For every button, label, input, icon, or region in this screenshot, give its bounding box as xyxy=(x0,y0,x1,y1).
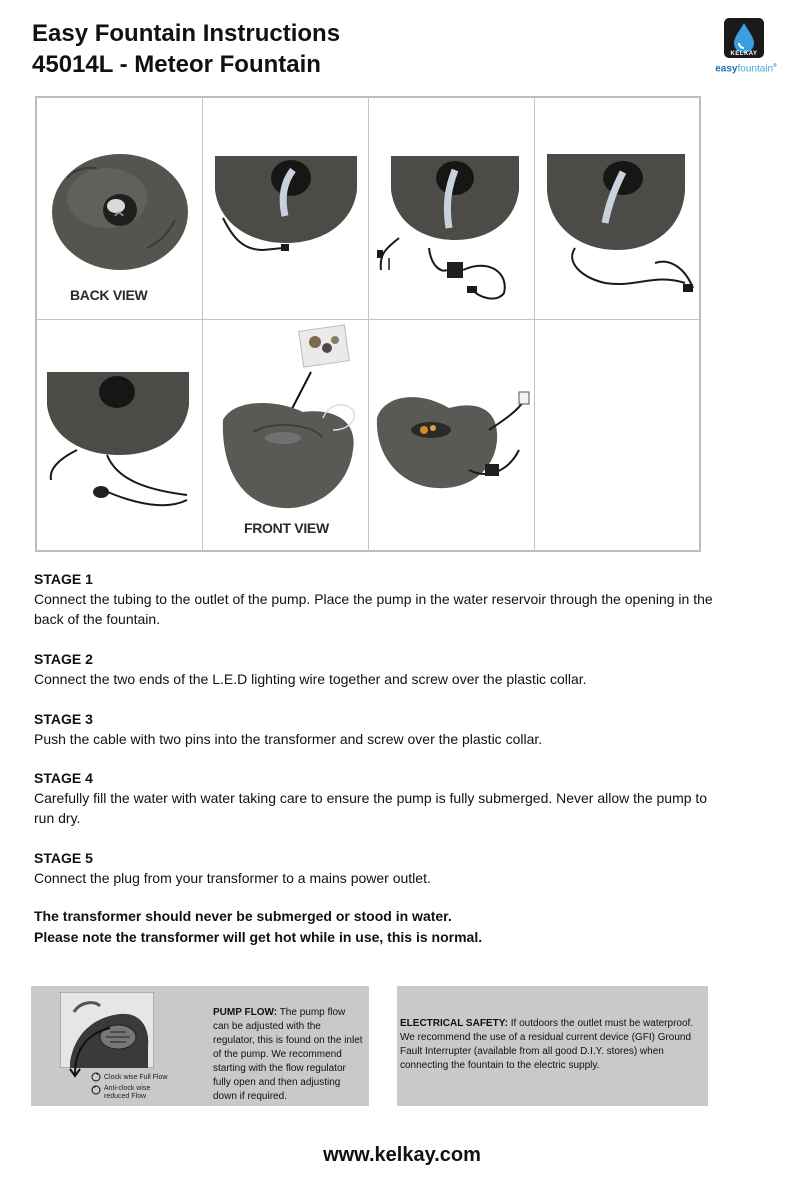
electrical-safety-heading: ELECTRICAL SAFETY: xyxy=(400,1018,508,1029)
transformer-warning xyxy=(34,906,482,948)
stage-1-title: STAGE 1 xyxy=(34,571,93,587)
electrical-safety-panel xyxy=(397,986,708,1106)
logo-wordmark xyxy=(709,63,783,74)
title-line-2: 45014L - Meteor Fountain xyxy=(32,51,321,78)
front-view-rock-illustration xyxy=(203,320,369,552)
kelkay-logo xyxy=(709,16,779,78)
stage-4-title: STAGE 4 xyxy=(34,770,93,786)
image-stage-wired xyxy=(535,98,699,320)
image-front-view xyxy=(203,320,369,552)
logo-brand-text: KELKAY xyxy=(730,51,758,57)
rock-wired-illustration xyxy=(535,98,699,320)
stage-5 xyxy=(34,849,714,888)
warning-line-2: Please note the transformer will get hot while in use, this is normal. xyxy=(34,929,483,945)
stage-4-text: Carefully fill the water with water taking care to ensure the pump is fully submerged. Never allow the pump to run dry. xyxy=(34,790,708,826)
image-back-view xyxy=(37,98,203,320)
stage-5-text: Connect the plug from your transformer to a mains power outlet. xyxy=(34,870,431,886)
stage-3 xyxy=(34,710,714,749)
stage-1 xyxy=(34,570,714,629)
pump-flow-body: The pump flow can be adjusted with the regulator, this is found on the inlet of the pump. We recommend starting with the flow regulator fully open and then adjusting down if required. xyxy=(213,1007,363,1102)
pump-flow-heading: PUMP FLOW: xyxy=(213,1007,278,1018)
pump-flow-text xyxy=(213,1006,363,1104)
rock-with-tube-illustration xyxy=(203,98,369,320)
logo-registered-mark: ® xyxy=(773,63,777,69)
stage-5-title: STAGE 5 xyxy=(34,850,93,866)
stage-3-text: Push the cable with two pins into the transformer and screw over the plastic collar. xyxy=(34,731,543,747)
electrical-safety-body: If outdoors the outlet must be waterproof. We recommend the use of a residual current device (GFI) Ground Fault Interrupter (available from all good D.I.Y. stores) when connecting the fountain to the electric supply. xyxy=(400,1018,694,1071)
stage-2-text: Connect the two ends of the L.E.D lighting wire together and screw over the plastic collar. xyxy=(34,671,587,687)
title-line-1: Easy Fountain Instructions xyxy=(32,20,341,47)
back-view-label: BACK VIEW xyxy=(70,287,148,303)
rock-with-pump-illustration xyxy=(369,98,535,320)
image-stage-tube xyxy=(203,98,369,320)
stage-2 xyxy=(34,650,714,689)
footer-website-link[interactable]: www.kelkay.com xyxy=(323,1144,481,1166)
legend-clockwise: Clock wise Full Flow xyxy=(104,1074,168,1081)
image-stage-transformer xyxy=(37,320,203,552)
rock-lit-illustration xyxy=(369,320,535,552)
pump-flow-panel xyxy=(31,986,369,1106)
image-stage-pump xyxy=(369,98,535,320)
page-title xyxy=(32,18,340,80)
clockwise-icon xyxy=(91,1072,101,1082)
electrical-safety-text xyxy=(400,1017,705,1073)
stage-3-title: STAGE 3 xyxy=(34,711,93,727)
instruction-image-grid xyxy=(35,96,701,552)
stage-1-text: Connect the tubing to the outlet of the pump. Place the pump in the water reservoir through the opening in the back of the fountain. xyxy=(34,591,713,627)
image-stage-lit xyxy=(369,320,535,552)
image-empty-cell xyxy=(535,320,699,552)
stage-4 xyxy=(34,769,714,828)
logo-word-fountain: fountain xyxy=(737,63,774,75)
warning-line-1: The transformer should never be submerged or stood in water. xyxy=(34,908,452,924)
stage-2-title: STAGE 2 xyxy=(34,651,93,667)
logo-word-easy: easy xyxy=(715,63,738,75)
legend-anticlockwise: Anti-clock wise reduced Flow xyxy=(104,1085,151,1100)
anticlockwise-icon xyxy=(91,1085,101,1095)
front-view-label: FRONT VIEW xyxy=(244,520,329,536)
rock-transformer-illustration xyxy=(37,320,203,552)
